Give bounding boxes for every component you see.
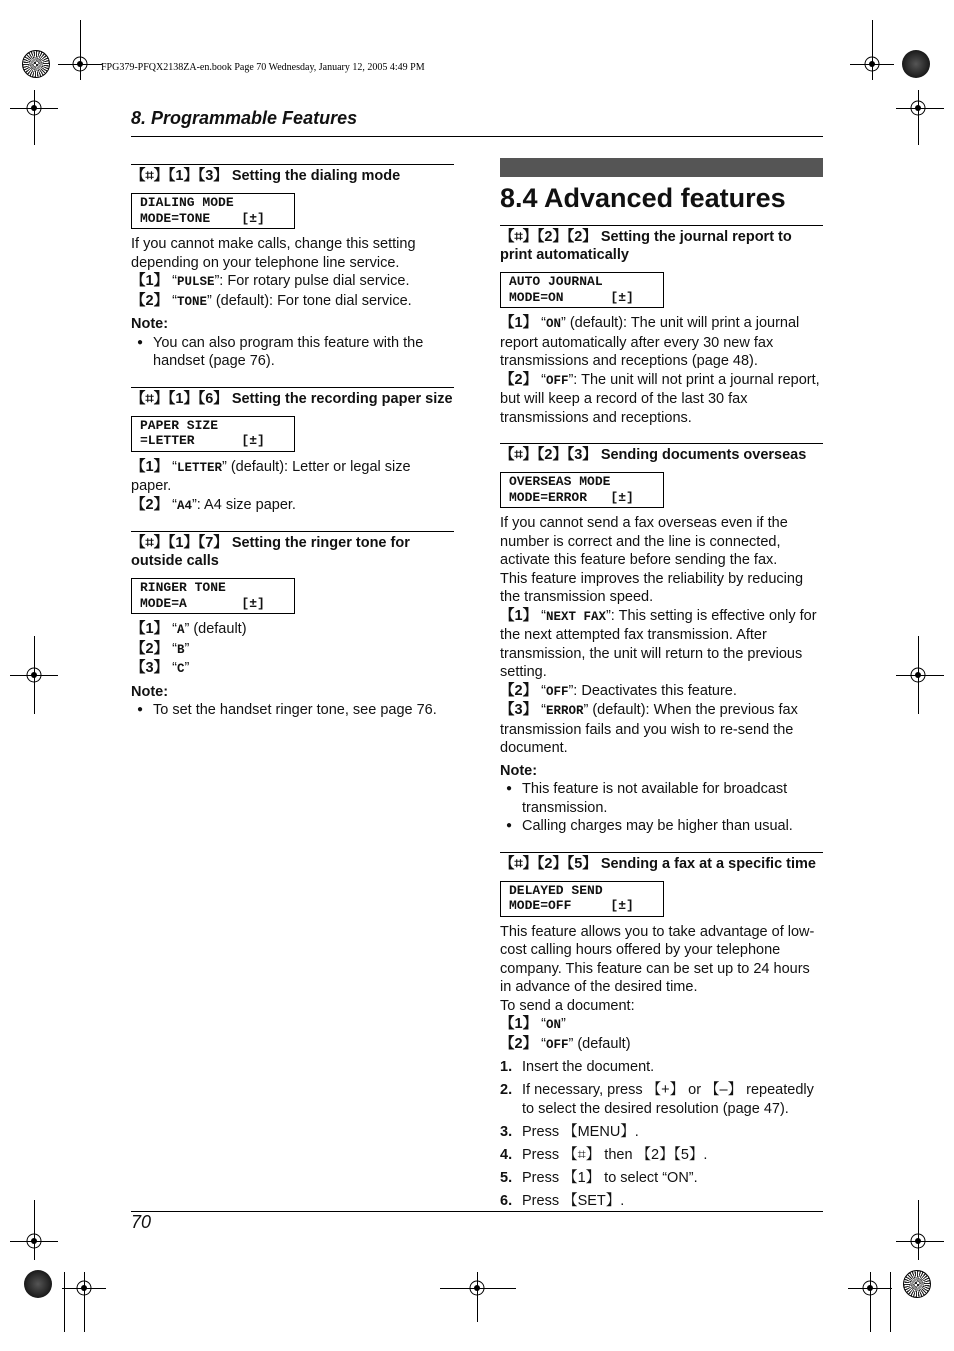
key-label: 【2】 — [500, 371, 538, 388]
option-text: (default): When the previous fax transmission fails and you wish to re-send the document. — [500, 702, 798, 756]
step-item — [500, 1169, 823, 1188]
option-code: ERROR — [545, 704, 584, 718]
option-code: OFF — [545, 373, 569, 388]
option-text: (default): Letter or legal size paper. — [131, 458, 411, 494]
section-ringer-tone — [131, 531, 454, 720]
option-2: 【2】 “TONE” (default): For tone dial service. — [131, 292, 412, 309]
right-column — [500, 158, 823, 1215]
section-overseas — [500, 443, 823, 836]
option-text: (default): For tone dial service. — [211, 292, 412, 309]
note-label: Note: — [131, 683, 169, 700]
lcd-display: DELAYED SEND MODE=OFF [±] — [500, 881, 664, 917]
header-rule — [131, 136, 823, 137]
option-text: (default): The unit will print a journal report automatically after every 30 new fax transmissions and receptions (page 48). — [500, 315, 800, 369]
paragraph: If you cannot send a fax overseas even if the number is correct and the line is connected, activate this feature before sending the fax. — [500, 515, 788, 568]
option-code: PULSE — [176, 275, 215, 289]
step-number: 4. — [500, 1146, 513, 1163]
note-label: Note: — [500, 762, 538, 779]
step-item — [500, 1058, 823, 1077]
note-bullet: ● This feature is not available for broadcast transmission. — [500, 780, 823, 817]
option-2: 【2】 “OFF”: Deactivates this feature. — [500, 682, 737, 699]
section-title: 【⌗】【1】【7】 Setting the ringer tone for outside calls — [131, 531, 454, 570]
key-label: 【1】 — [500, 315, 538, 331]
paragraph: If you cannot make calls, change this setting depending on your telephone line service. — [131, 236, 416, 271]
option-1: 【1】 “ON” (default): The unit will print a journal report automatically after every 30 new fax transmissions and receptions (page 48). — [500, 315, 800, 369]
lcd-display: PAPER SIZE =LETTER [±] — [131, 416, 295, 452]
option-2: 【2】 “B” — [131, 640, 190, 657]
option-2: 【2】 “OFF”: The unit will not print a journal report, but will keep a record of the last 30 fax transmissions and receptions. — [500, 371, 820, 426]
option-1: 【1】 “ON” — [500, 1016, 566, 1032]
key-label: 【2】 — [131, 496, 169, 513]
key-label: 【2】 — [131, 640, 169, 657]
option-code: OFF — [545, 684, 569, 699]
option-text: : The unit will not print a journal report, but will keep a record of the last 30 fax transmissions and receptions. — [500, 371, 820, 426]
option-code: B — [176, 642, 185, 657]
note-bullet: ● To set the handset ringer tone, see page 76. — [131, 701, 454, 720]
option-code: NEXT FAX — [545, 609, 606, 624]
step-text: Press 【SET】. — [522, 1192, 625, 1209]
option-text: : Deactivates this feature. — [573, 682, 737, 699]
option-1: 【1】 “A” (default) — [131, 621, 247, 637]
section-title: 【⌗】【2】【5】 Sending a fax at a specific time — [500, 852, 823, 873]
step-text: If necessary, press 【+】 or 【–】 repeatedly to select the desired resolution (page 47). — [522, 1082, 814, 1117]
key-label: 【3】 — [131, 660, 169, 676]
option-2: 【2】 “OFF” (default) — [500, 1035, 631, 1052]
left-column — [131, 164, 454, 720]
option-text: : For rotary pulse dial service. — [219, 273, 410, 289]
option-code: A — [176, 623, 185, 637]
option-code: ON — [545, 1018, 561, 1032]
step-item — [500, 1146, 823, 1165]
registration-rosette-bottom-left — [24, 1270, 52, 1298]
option-code: TONE — [176, 294, 207, 309]
section-journal-report — [500, 225, 823, 427]
steps-list — [500, 1058, 823, 1210]
option-1: 【1】 “LETTER” (default): Letter or legal size paper. — [131, 458, 411, 494]
key-label: 【1】 — [131, 458, 169, 475]
key-label: 【2】 — [500, 682, 538, 699]
step-item — [500, 1081, 823, 1118]
paragraph: To send a document: — [500, 997, 635, 1014]
option-code: LETTER — [176, 460, 222, 475]
paragraph: This feature improves the reliability by reducing the transmission speed. — [500, 570, 804, 605]
section-dialing-mode — [131, 164, 454, 371]
option-text: (default) — [573, 1035, 631, 1052]
step-number: 6. — [500, 1192, 513, 1209]
option-1: 【1】 “NEXT FAX”: This setting is effective only for the next attempted fax transmission. After transmission, the unit will return to the previous setting. — [500, 607, 817, 680]
section-title: 【⌗】【2】【2】 Setting the journal report to print automatically — [500, 225, 823, 264]
option-text: : A4 size paper. — [196, 496, 296, 513]
lcd-display: RINGER TONE MODE=A [±] — [131, 578, 295, 614]
key-label: 【1】 — [500, 607, 538, 624]
paragraph: This feature allows you to take advantage of low-cost calling hours offered by your telephone company. This feature can be set up to 24 hours in advance of the desired time. — [500, 923, 815, 995]
key-label: 【1】 — [131, 273, 169, 289]
section-delayed-send — [500, 852, 823, 1211]
option-3: 【3】 “ERROR” (default): When the previous fax transmission fails and you wish to re-send the document. — [500, 702, 798, 756]
note-label: Note: — [131, 316, 169, 332]
step-text: Press 【1】 to select “ON”. — [522, 1169, 698, 1186]
option-code: OFF — [545, 1037, 569, 1052]
section-title: 【⌗】【1】【6】 Setting the recording paper size — [131, 387, 454, 408]
key-label: 【2】 — [131, 292, 169, 309]
section-title: 【⌗】【2】【3】 Sending documents overseas — [500, 443, 823, 464]
step-number: 1. — [500, 1059, 513, 1075]
option-code: ON — [545, 317, 561, 331]
key-label: 【1】 — [131, 621, 169, 637]
option-2: 【2】 “A4”: A4 size paper. — [131, 496, 296, 513]
step-text: Press 【MENU】. — [522, 1123, 639, 1140]
option-code: A4 — [176, 498, 192, 513]
step-number: 2. — [500, 1082, 513, 1098]
step-item — [500, 1192, 823, 1211]
key-label: 【3】 — [500, 702, 538, 718]
registration-rosette-bottom-right — [903, 1270, 931, 1298]
section-paper-size — [131, 387, 454, 516]
step-number: 3. — [500, 1123, 513, 1140]
lcd-display: AUTO JOURNAL MODE=ON [±] — [500, 272, 664, 308]
section-heading: 8.4 Advanced features — [500, 183, 786, 213]
registration-rosette-top-left — [22, 50, 50, 78]
option-text: : This setting is effective only for the next attempted fax transmission. After transmission, the unit will return to the previous setting. — [500, 607, 817, 680]
option-text: (default) — [189, 621, 247, 637]
lcd-display: OVERSEAS MODE MODE=ERROR [±] — [500, 472, 664, 508]
key-label: 【2】 — [500, 1035, 538, 1052]
option-1: 【1】 “PULSE”: For rotary pulse dial service. — [131, 273, 410, 289]
chapter-title: 8. Programmable Features — [131, 108, 358, 128]
step-item — [500, 1123, 823, 1142]
step-text: Press 【⌗】 then 【2】【5】. — [522, 1146, 708, 1163]
step-text: Insert the document. — [522, 1059, 655, 1075]
page-number: 70 — [131, 1212, 152, 1232]
step-number: 5. — [500, 1169, 513, 1186]
lcd-display: DIALING MODE MODE=TONE [±] — [131, 193, 295, 229]
option-code: C — [176, 662, 185, 676]
print-info-line: FPG379-PFQX2138ZA-en.book Page 70 Wednesday, January 12, 2005 4:49 PM — [101, 62, 425, 73]
section-title: 【⌗】【1】【3】 Setting the dialing mode — [131, 164, 454, 185]
note-bullet: ● Calling charges may be higher than usual. — [500, 817, 823, 836]
section-color-bar — [500, 158, 823, 177]
option-3: 【3】 “C” — [131, 660, 190, 676]
key-label: 【1】 — [500, 1016, 538, 1032]
note-bullet: ● You can also program this feature with the handset (page 76). — [131, 334, 454, 371]
registration-rosette-top-right — [902, 50, 930, 78]
footer-rule — [131, 1211, 823, 1212]
